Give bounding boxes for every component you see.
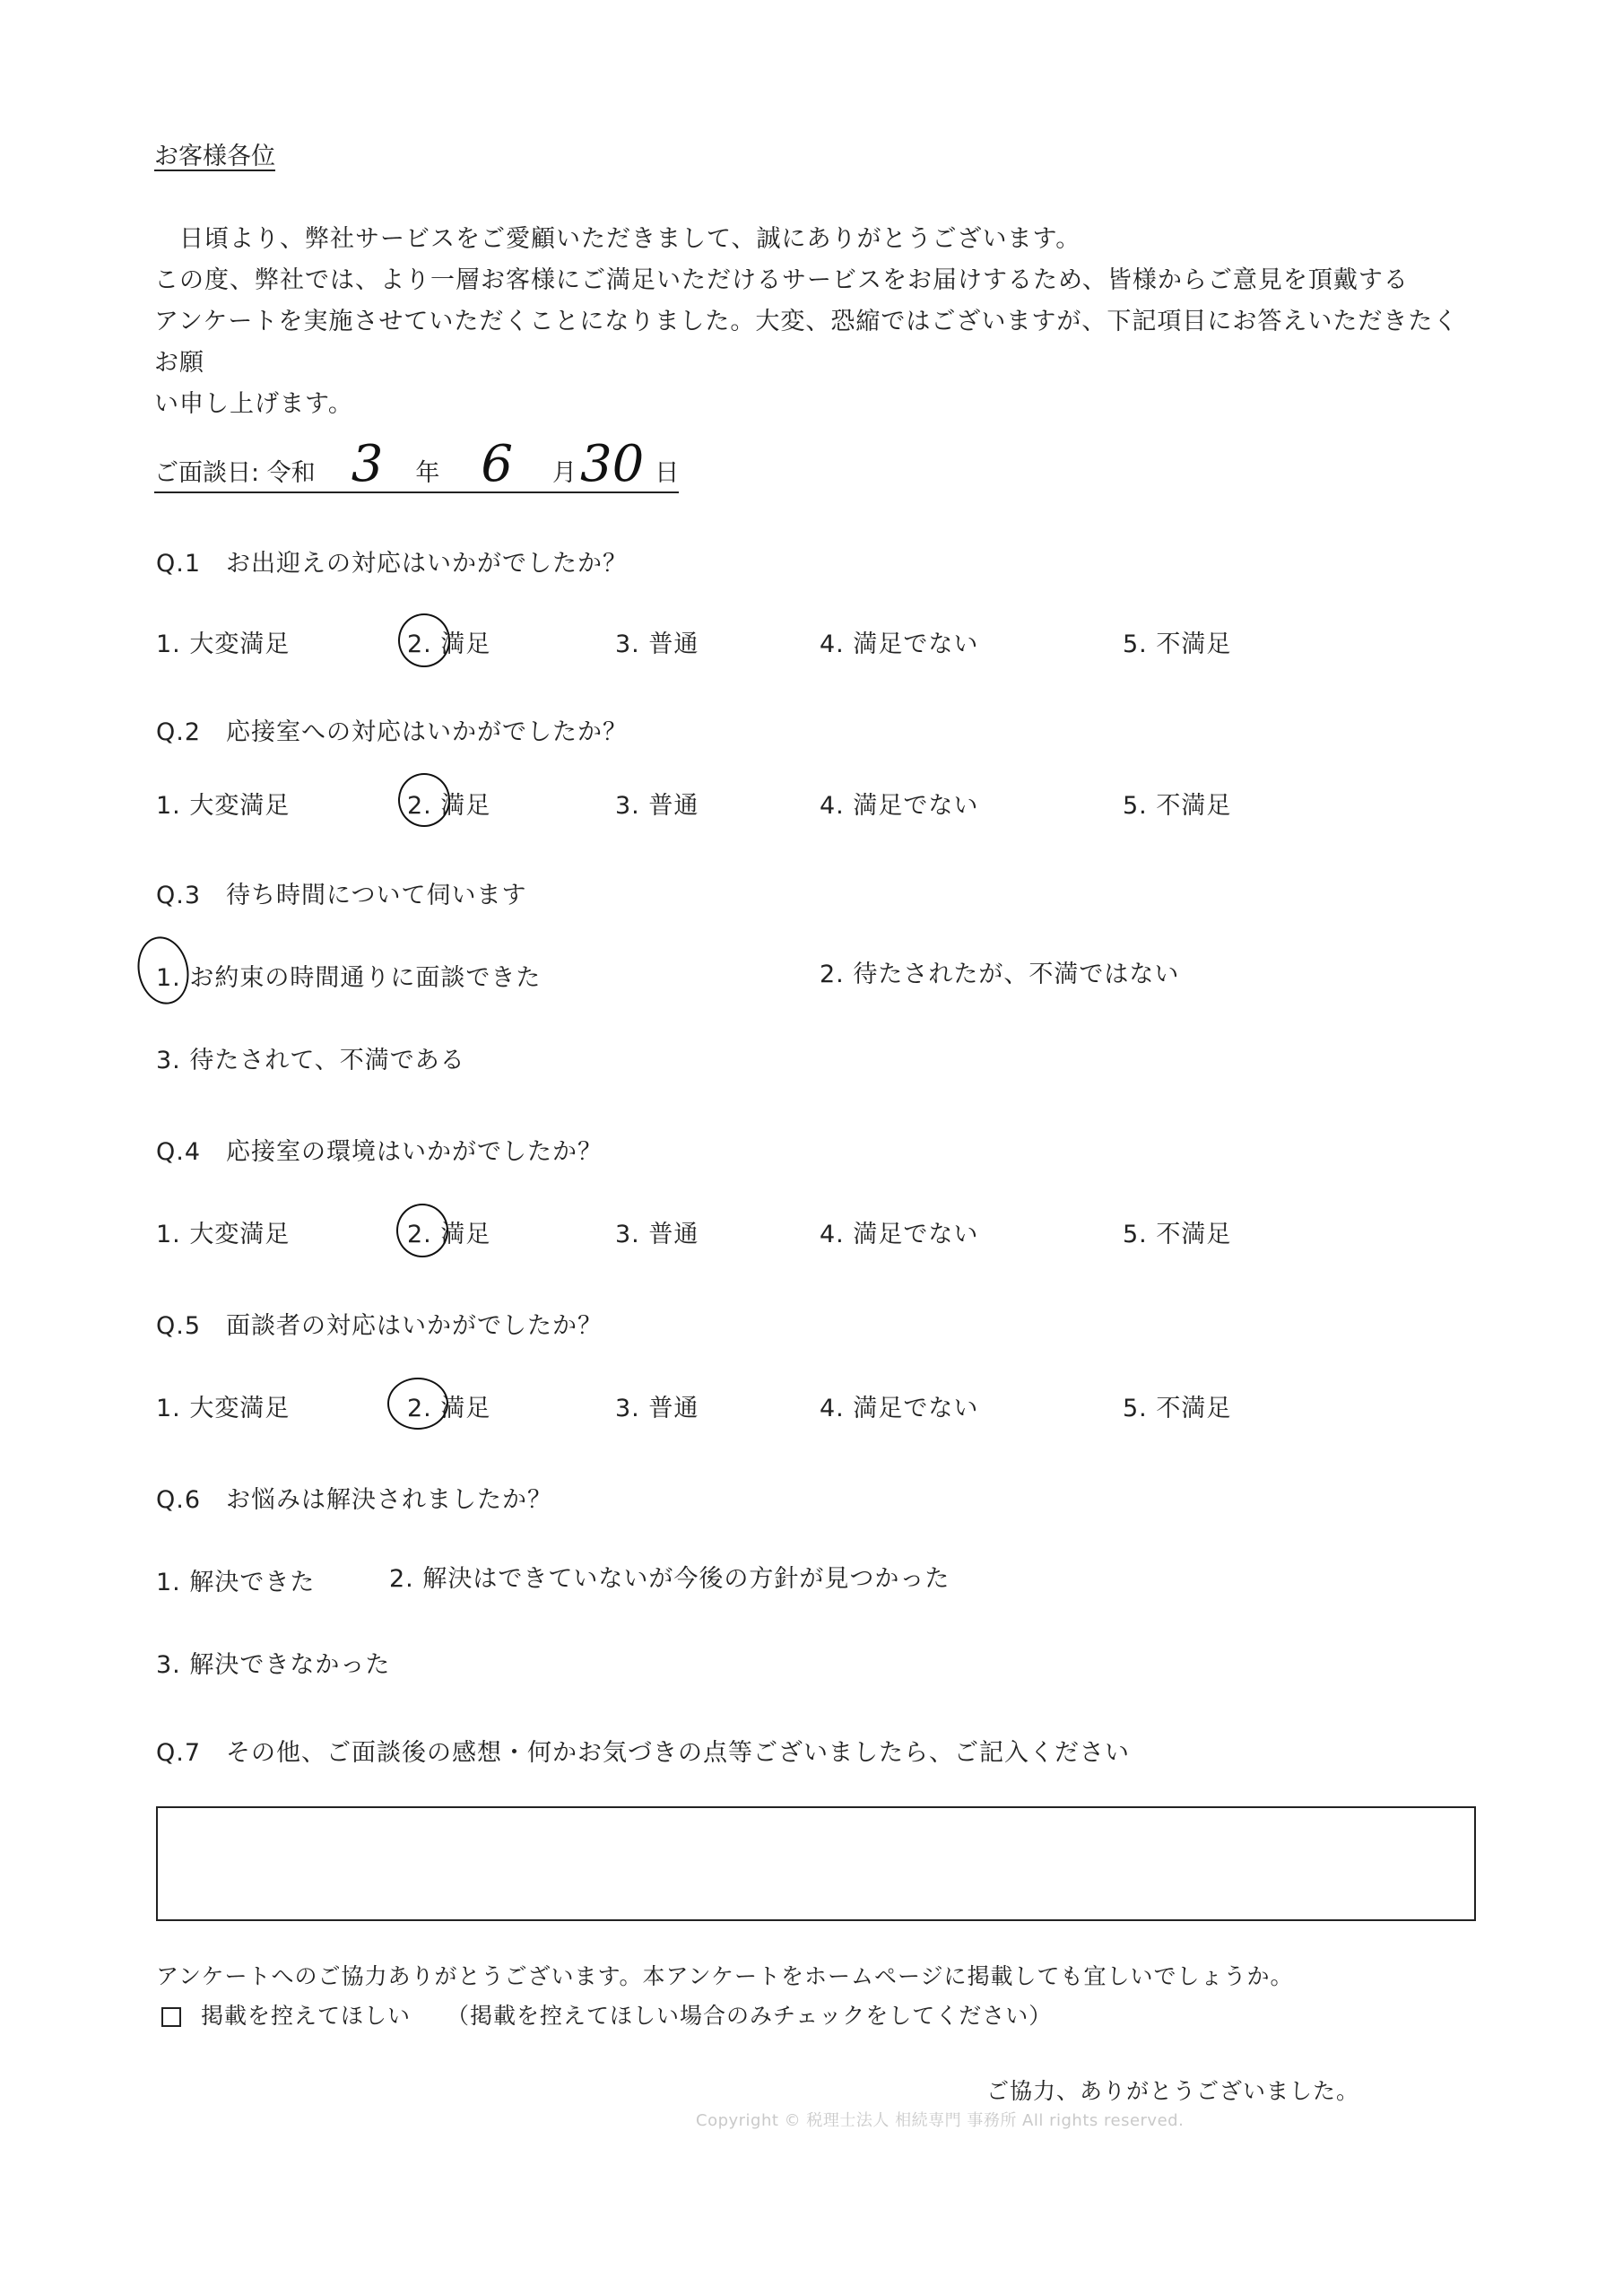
- q4-option-1[interactable]: 1. 大変満足: [156, 1221, 291, 1248]
- intro-line: アンケートを実施させていただくことになりました。大変、恐縮ではございますが、下記項目にお答えいただきたくお願: [154, 308, 1459, 377]
- q4-option-5[interactable]: 5. 不満足: [1123, 1221, 1232, 1248]
- question-3: Q.3 待ち時間について伺います: [156, 882, 527, 909]
- question-4: Q.4 応接室の環境はいかがでしたか？: [156, 1138, 603, 1166]
- q1-option-1[interactable]: 1. 大変満足: [156, 631, 291, 658]
- date-label: ご面談日: 令和: [154, 459, 316, 487]
- date-year-unit: 年: [415, 459, 440, 487]
- q4-option-3[interactable]: 3. 普通: [615, 1221, 699, 1248]
- intro-paragraph: [154, 219, 1481, 425]
- consent-checkbox-row[interactable]: [161, 1998, 1052, 2031]
- q1-option-2[interactable]: 2. 満足: [407, 631, 491, 658]
- q4-selection-mark: [396, 1204, 448, 1257]
- q5-option-2[interactable]: 2. 満足: [407, 1395, 491, 1422]
- q6-option-3[interactable]: 3. 解決できなかった: [156, 1651, 391, 1679]
- date-month: 6: [481, 435, 513, 493]
- consent-checkbox-note: （掲載を控えてほしい場合のみチェックをしてください）: [447, 2003, 1053, 2029]
- q1-option-5[interactable]: 5. 不満足: [1123, 631, 1232, 658]
- intro-line: い申し上げます。: [154, 390, 353, 418]
- q6-option-1[interactable]: 1. 解決できた: [156, 1569, 316, 1596]
- q2-option-3[interactable]: 3. 普通: [615, 792, 699, 820]
- question-6: Q.6 お悩みは解決されましたか？: [156, 1486, 553, 1514]
- consent-checkbox-label: 掲載を控えてほしい: [201, 2003, 412, 2029]
- q2-selection-mark: [398, 773, 450, 827]
- question-7: Q.7 その他、ご面談後の感想・何かお気づきの点等ございましたら、ご記入ください: [156, 1739, 1131, 1767]
- q4-option-4[interactable]: 4. 満足でない: [820, 1221, 979, 1248]
- consent-text: アンケートへのご協力ありがとうございます。本アンケートをホームページに掲載しても宜しいでしょうか。: [156, 1963, 1294, 1989]
- q5-option-1[interactable]: 1. 大変満足: [156, 1395, 291, 1422]
- q2-option-5[interactable]: 5. 不満足: [1123, 792, 1232, 820]
- consent-checkbox[interactable]: [161, 2007, 181, 2027]
- q6-option-2[interactable]: 2. 解決はできていないが今後の方針が見つかった: [389, 1565, 950, 1593]
- q1-option-4[interactable]: 4. 満足でない: [820, 631, 979, 658]
- q4-option-2[interactable]: 2. 満足: [407, 1221, 491, 1248]
- date-month-unit: 月: [551, 459, 577, 487]
- comment-textarea[interactable]: [156, 1806, 1476, 1921]
- q3-selection-mark: [132, 932, 195, 1009]
- q1-option-3[interactable]: 3. 普通: [615, 631, 699, 658]
- q2-option-1[interactable]: 1. 大変満足: [156, 792, 291, 820]
- intro-line: 日頃より、弊社サービスをご愛顧いただきまして、誠にありがとうございます。: [179, 225, 1081, 253]
- q5-selection-mark: [387, 1378, 448, 1430]
- interview-date[interactable]: [154, 435, 680, 493]
- q1-selection-mark: [398, 613, 450, 667]
- greeting: お客様各位: [154, 143, 275, 170]
- q5-option-4[interactable]: 4. 満足でない: [820, 1395, 979, 1422]
- intro-line: この度、弊社では、より一層お客様にご満足いただけるサービスをお届けするため、皆様からご意見を頂戴する: [154, 266, 1409, 294]
- q5-option-3[interactable]: 3. 普通: [615, 1395, 699, 1422]
- q5-option-5[interactable]: 5. 不満足: [1123, 1395, 1232, 1422]
- q3-option-1[interactable]: 1. お約束の時間通りに面談できた: [156, 964, 542, 992]
- question-1: Q.1 お出迎えの対応はいかがでしたか？: [156, 550, 629, 578]
- q2-option-4[interactable]: 4. 満足でない: [820, 792, 979, 820]
- q3-option-3[interactable]: 3. 待たされて、不満である: [156, 1047, 465, 1074]
- question-5: Q.5 面談者の対応はいかがでしたか？: [156, 1312, 603, 1340]
- q2-option-2[interactable]: 2. 満足: [407, 792, 491, 820]
- date-day: 30: [579, 435, 645, 493]
- question-2: Q.2 応接室への対応はいかがでしたか？: [156, 718, 629, 746]
- closing-message: ご協力、ありがとうございました。: [986, 2078, 1360, 2104]
- date-year: 3: [351, 435, 384, 493]
- q3-option-2[interactable]: 2. 待たされたが、不満ではない: [820, 961, 1180, 988]
- footer-copyright: Copyright © 税理士法人 相続専門 事務所 All rights reserved.: [696, 2111, 1185, 2130]
- date-day-unit: 日: [655, 459, 680, 487]
